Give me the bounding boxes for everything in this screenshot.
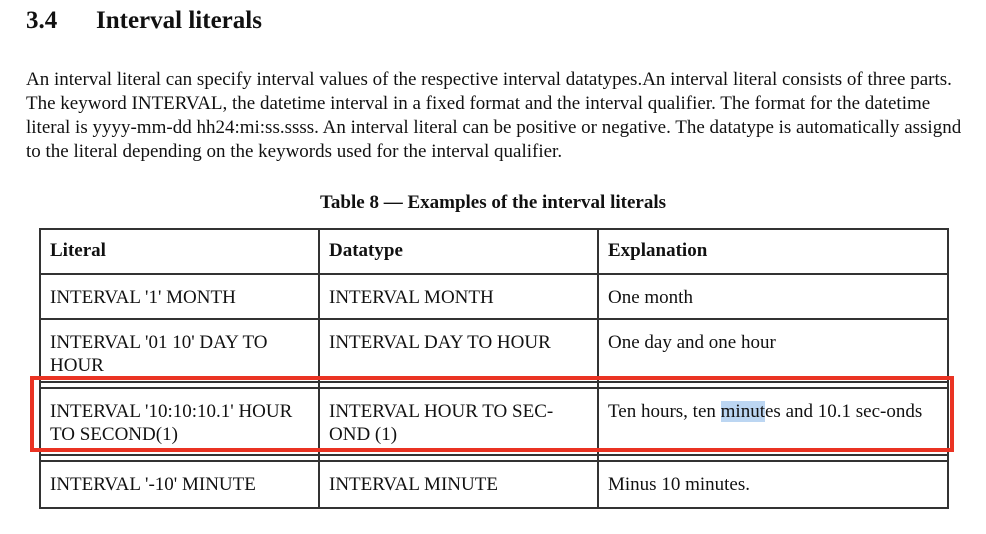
cell-literal: INTERVAL '01 10' DAY TO HOUR: [40, 319, 319, 382]
table-row: [40, 461, 948, 508]
table-header-row: [40, 229, 948, 274]
header-datatype: Datatype: [319, 229, 598, 274]
cell-explanation: One day and one hour: [598, 319, 948, 382]
cell-datatype: INTERVAL MINUTE: [319, 461, 598, 508]
intro-paragraph: An interval literal can specify interval values of the respective interval datatypes.An interval literal consists of three parts. The keyword INTERVAL, the datetime interval in a fixed format and the interval qualifier. The format for the datetime literal is yyyy-mm-dd hh24:mi:ss.ssss. An interval literal can be positive or negative. The datatype is automatically assignd to the literal depending on the keywords used for the interval qualifier.: [26, 69, 962, 162]
cell-literal: INTERVAL '1' MONTH: [40, 274, 319, 319]
table-row-highlighted: [40, 388, 948, 455]
cell-datatype: INTERVAL DAY TO HOUR: [319, 319, 598, 382]
cell-datatype: INTERVAL HOUR TO SEC-OND (1): [319, 388, 598, 455]
section-heading: [26, 6, 262, 36]
interval-literals-table: [39, 228, 949, 509]
table-caption: Table 8 — Examples of the interval literals: [319, 192, 667, 213]
cell-explanation: Minus 10 minutes.: [598, 461, 948, 508]
cell-datatype: INTERVAL MONTH: [319, 274, 598, 319]
section-title: Interval literals: [96, 7, 262, 34]
cell-literal: INTERVAL '-10' MINUTE: [40, 461, 319, 508]
explanation-text-before: Ten hours, ten: [608, 401, 721, 422]
explanation-text-after: es and 10.1 sec-onds: [765, 401, 923, 422]
cell-explanation: [598, 388, 948, 455]
header-literal: Literal: [40, 229, 319, 274]
text-selection[interactable]: minut: [720, 401, 765, 422]
section-number: 3.4: [26, 7, 58, 34]
table-row: [40, 319, 948, 382]
cell-literal: INTERVAL '10:10:10.1' HOUR TO SECOND(1): [40, 388, 319, 455]
cell-explanation: One month: [598, 274, 948, 319]
header-explanation: Explanation: [598, 229, 948, 274]
table-row: [40, 274, 948, 319]
